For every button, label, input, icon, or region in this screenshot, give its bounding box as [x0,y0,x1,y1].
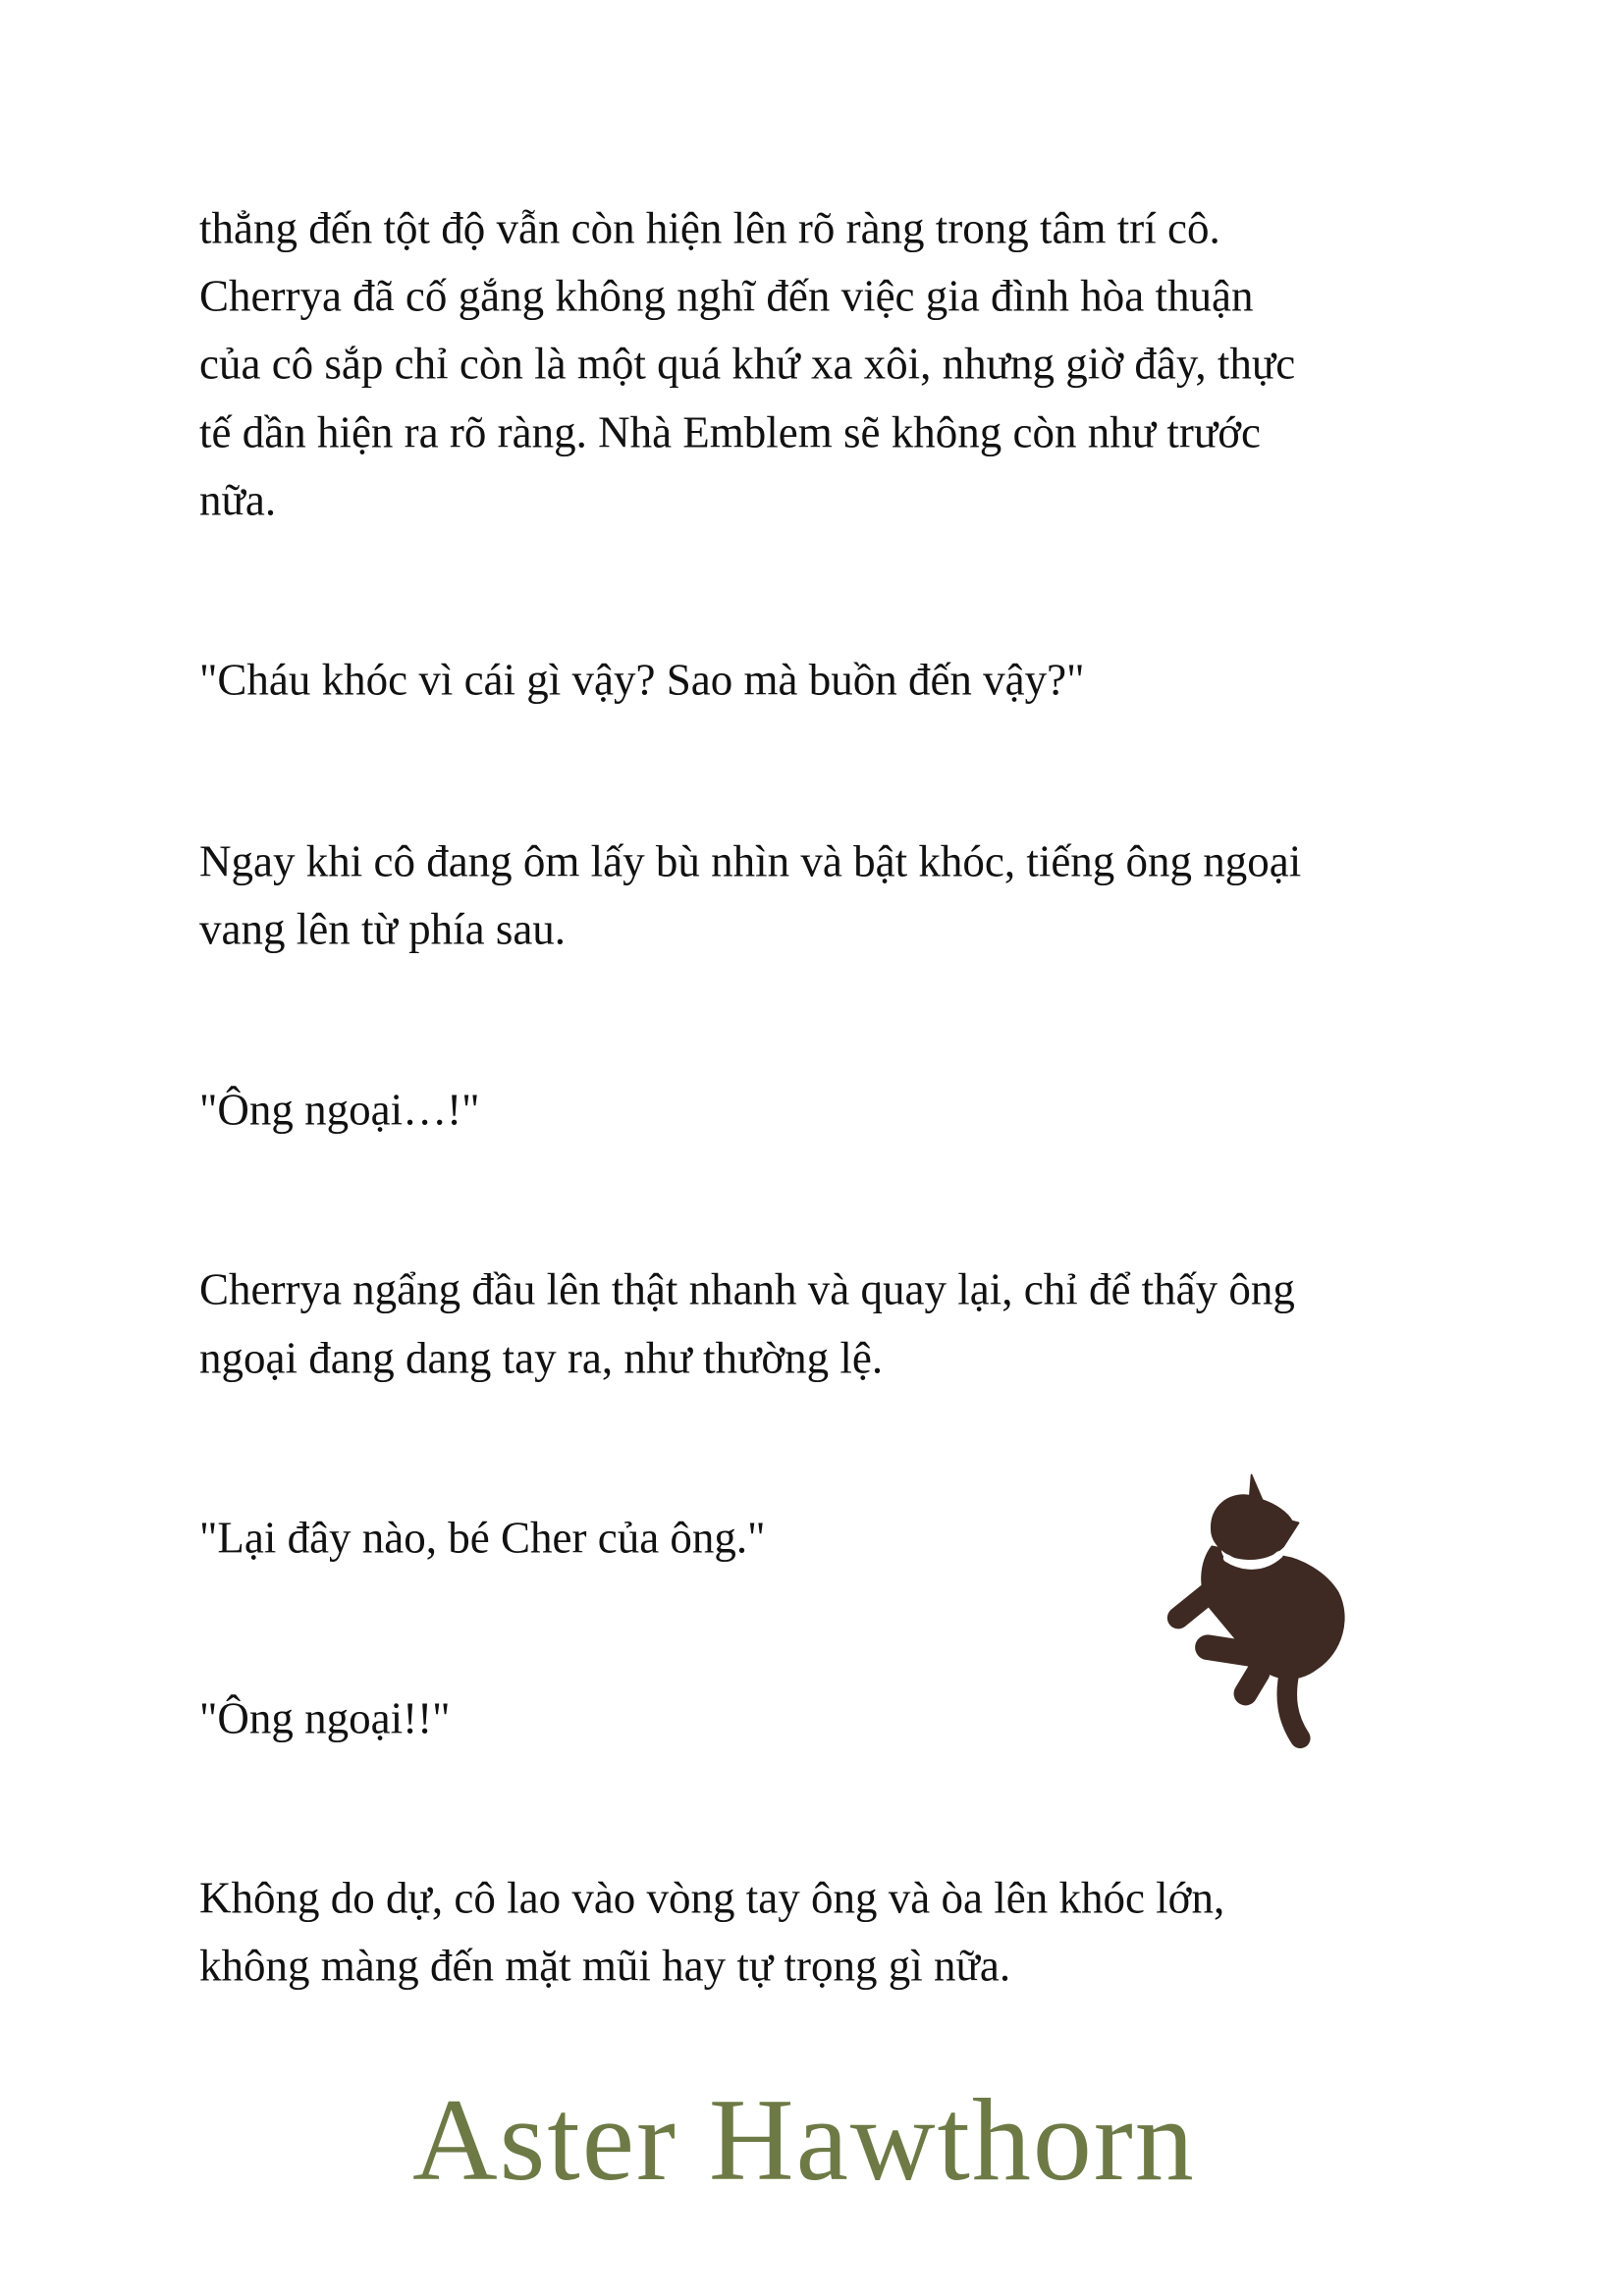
text-line: vang lên từ phía sau. [199,904,567,954]
text-line: ngoại đang dang tay ra, như thường lệ. [199,1333,884,1383]
watermark-text: Aster Hawthorn [412,2074,1196,2205]
text-line: Cherrya ngẩng đầu lên thật nhanh và quay lại, chỉ để thấy ông [199,1264,1295,1314]
dialogue-line: "Ông ngoại!!" [199,1693,451,1743]
text-line: nữa. [199,475,277,525]
text-line: Cherrya đã cố gắng không nghĩ đến việc gia đình hòa thuận [199,271,1254,321]
cat-icon [1149,1453,1384,1791]
text-line: Không do dự, cô lao vào vòng tay ông và òa lên khóc lớn, [199,1873,1225,1923]
dialogue-line: "Ông ngoại…!" [199,1085,480,1135]
text-line: không màng đến mặt mũi hay tự trọng gì nữa. [199,1941,1011,1991]
dialogue-line: "Lại đây nào, bé Cher của ông." [199,1513,766,1563]
text-line: của cô sắp chỉ còn là một quá khứ xa xôi, nhưng giờ đây, thực [199,339,1296,389]
dialogue-line: "Cháu khóc vì cái gì vậy? Sao mà buồn đến vậy?" [199,655,1085,705]
text-line: tế dần hiện ra rõ ràng. Nhà Emblem sẽ không còn như trước [199,407,1262,457]
text-line: thẳng đến tột độ vẫn còn hiện lên rõ ràng trong tâm trí cô. [199,203,1220,253]
text-line: Ngay khi cô đang ôm lấy bù nhìn và bật khóc, tiếng ông ngoại [199,836,1302,886]
